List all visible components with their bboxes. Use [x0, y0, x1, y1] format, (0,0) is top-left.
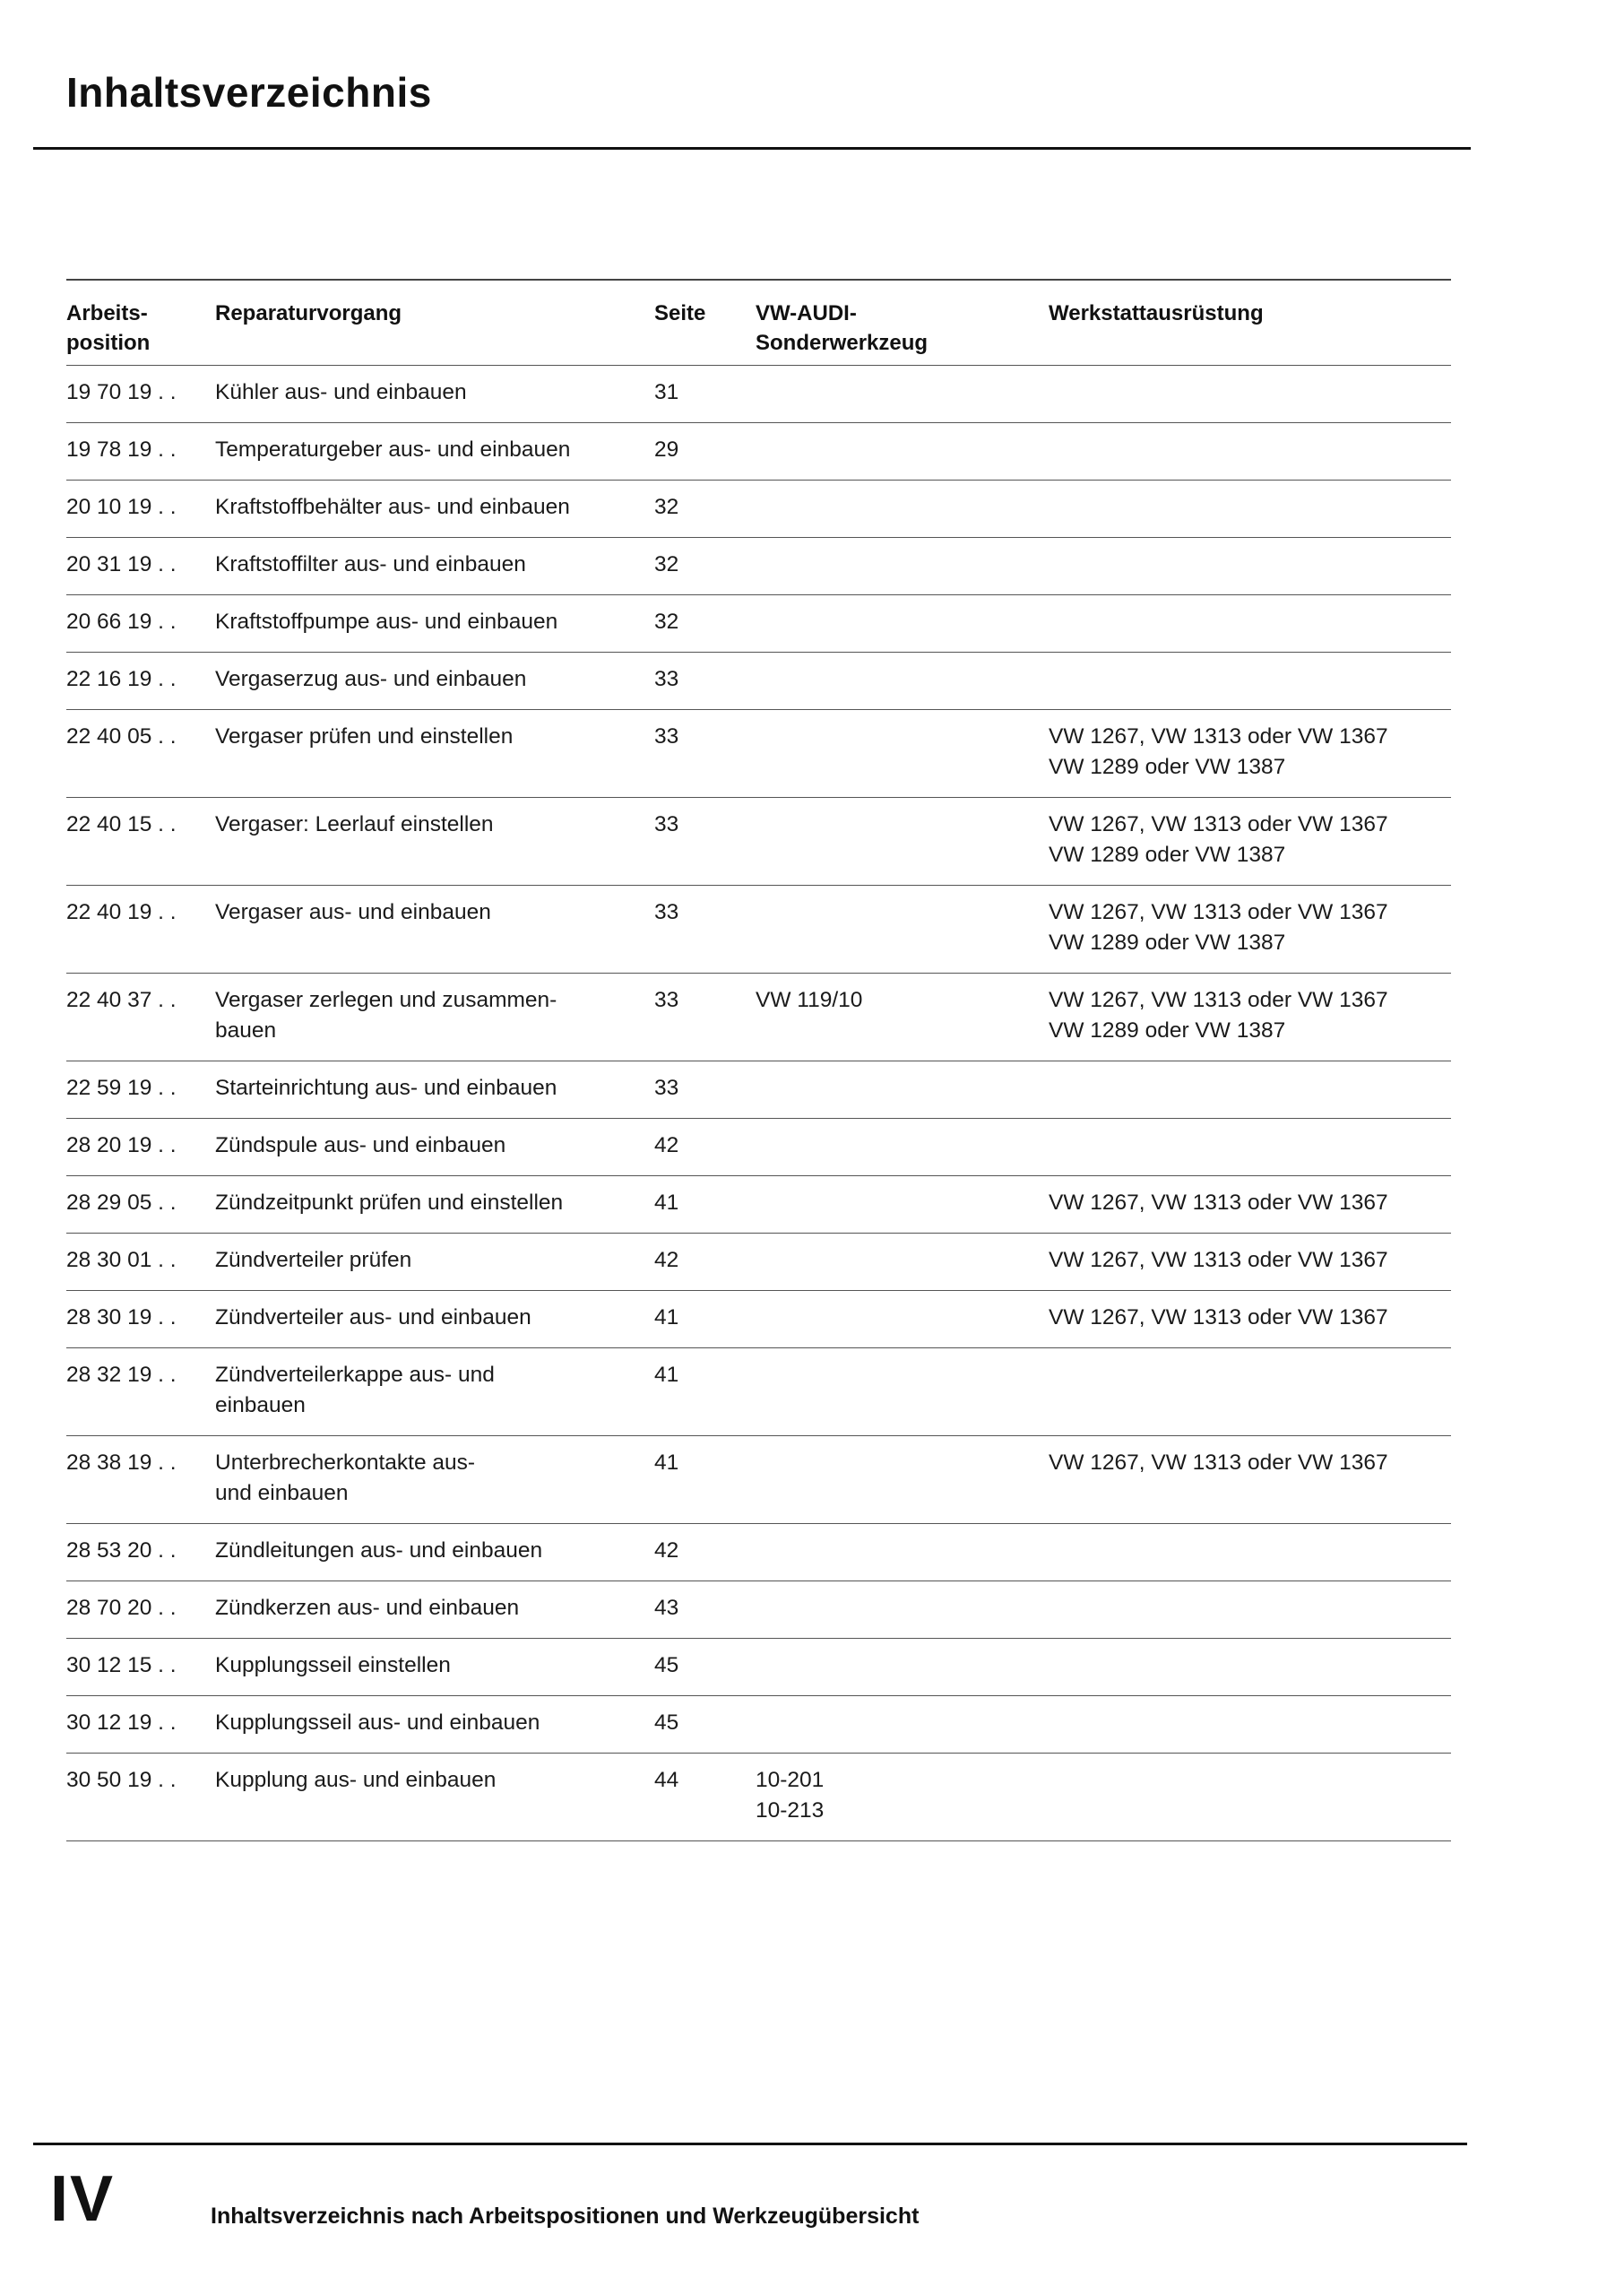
row-procedure: Kühler aus- und einbauen [215, 366, 654, 423]
row-special-tool [756, 1234, 1049, 1291]
table-row [66, 1754, 1451, 1841]
row-special-tool [756, 538, 1049, 595]
table-row [66, 595, 1451, 653]
title-rule [33, 147, 1471, 150]
row-position: 20 66 19 . . [66, 595, 215, 653]
row-position: 28 30 01 . . [66, 1234, 215, 1291]
table-row [66, 1291, 1451, 1348]
table-row [66, 886, 1451, 974]
row-page: 41 [654, 1348, 756, 1436]
row-position: 28 29 05 . . [66, 1176, 215, 1234]
row-page: 32 [654, 481, 756, 538]
table-row [66, 974, 1451, 1061]
table-row [66, 423, 1451, 481]
row-position: 20 31 19 . . [66, 538, 215, 595]
table-row [66, 538, 1451, 595]
row-workshop-equipment [1049, 1696, 1451, 1754]
row-special-tool [756, 1639, 1049, 1696]
row-special-tool [756, 886, 1049, 974]
row-page: 33 [654, 974, 756, 1061]
row-position: 28 20 19 . . [66, 1119, 215, 1176]
row-special-tool [756, 423, 1049, 481]
row-workshop-equipment [1049, 1639, 1451, 1696]
table-row [66, 1234, 1451, 1291]
row-procedure: Unterbrecherkontakte aus- und einbauen [215, 1436, 654, 1524]
row-special-tool [756, 595, 1049, 653]
row-workshop-equipment [1049, 1061, 1451, 1119]
row-page: 42 [654, 1119, 756, 1176]
row-page: 42 [654, 1234, 756, 1291]
table-row [66, 1581, 1451, 1639]
table-row [66, 1436, 1451, 1524]
row-procedure: Vergaser: Leerlauf einstellen [215, 798, 654, 886]
row-workshop-equipment [1049, 1581, 1451, 1639]
table-row [66, 481, 1451, 538]
table-row [66, 1061, 1451, 1119]
row-position: 22 40 19 . . [66, 886, 215, 974]
toc-table [66, 279, 1451, 1841]
row-procedure: Kraftstoffilter aus- und einbauen [215, 538, 654, 595]
row-workshop-equipment [1049, 1348, 1451, 1436]
page-number: IV [50, 2163, 116, 2235]
table-row [66, 1119, 1451, 1176]
row-workshop-equipment: VW 1267, VW 1313 oder VW 1367 [1049, 1176, 1451, 1234]
table-header-row [66, 280, 1451, 366]
row-workshop-equipment [1049, 595, 1451, 653]
row-position: 22 16 19 . . [66, 653, 215, 710]
row-position: 20 10 19 . . [66, 481, 215, 538]
row-procedure: Zündverteiler prüfen [215, 1234, 654, 1291]
row-workshop-equipment: VW 1267, VW 1313 oder VW 1367 VW 1289 oder VW 1387 [1049, 974, 1451, 1061]
row-procedure: Zündverteiler aus- und einbauen [215, 1291, 654, 1348]
row-workshop-equipment [1049, 481, 1451, 538]
row-special-tool [756, 366, 1049, 423]
row-special-tool [756, 653, 1049, 710]
row-page: 33 [654, 653, 756, 710]
row-page: 42 [654, 1524, 756, 1581]
row-page: 45 [654, 1696, 756, 1754]
row-page: 41 [654, 1291, 756, 1348]
row-procedure: Vergaser prüfen und einstellen [215, 710, 654, 798]
row-procedure: Vergaserzug aus- und einbauen [215, 653, 654, 710]
row-procedure: Vergaser zerlegen und zusammen- bauen [215, 974, 654, 1061]
row-workshop-equipment [1049, 653, 1451, 710]
row-procedure: Zündkerzen aus- und einbauen [215, 1581, 654, 1639]
row-procedure: Vergaser aus- und einbauen [215, 886, 654, 974]
row-procedure: Zündleitungen aus- und einbauen [215, 1524, 654, 1581]
row-page: 33 [654, 1061, 756, 1119]
row-workshop-equipment [1049, 538, 1451, 595]
row-workshop-equipment: VW 1267, VW 1313 oder VW 1367 VW 1289 oder VW 1387 [1049, 710, 1451, 798]
row-workshop-equipment [1049, 1524, 1451, 1581]
row-procedure: Kraftstoffpumpe aus- und einbauen [215, 595, 654, 653]
row-position: 28 53 20 . . [66, 1524, 215, 1581]
row-page: 33 [654, 886, 756, 974]
table-row [66, 1639, 1451, 1696]
row-special-tool [756, 1176, 1049, 1234]
row-page: 33 [654, 710, 756, 798]
row-workshop-equipment [1049, 423, 1451, 481]
table-row [66, 798, 1451, 886]
header-workshop-equipment: Werkstattausrüstung [1049, 280, 1451, 366]
row-special-tool: 10-201 10-213 [756, 1754, 1049, 1841]
row-procedure: Kraftstoffbehälter aus- und einbauen [215, 481, 654, 538]
row-workshop-equipment [1049, 366, 1451, 423]
footer-caption: Inhaltsverzeichnis nach Arbeitspositionen und Werkzeugübersicht [211, 2204, 920, 2229]
footer-rule [33, 2143, 1467, 2145]
row-procedure: Kupplung aus- und einbauen [215, 1754, 654, 1841]
row-workshop-equipment [1049, 1119, 1451, 1176]
header-procedure: Reparaturvorgang [215, 280, 654, 366]
row-workshop-equipment: VW 1267, VW 1313 oder VW 1367 [1049, 1291, 1451, 1348]
row-position: 28 30 19 . . [66, 1291, 215, 1348]
row-workshop-equipment: VW 1267, VW 1313 oder VW 1367 VW 1289 oder VW 1387 [1049, 798, 1451, 886]
row-page: 45 [654, 1639, 756, 1696]
row-position: 30 12 15 . . [66, 1639, 215, 1696]
row-special-tool [756, 1291, 1049, 1348]
row-procedure: Zündzeitpunkt prüfen und einstellen [215, 1176, 654, 1234]
row-page: 32 [654, 538, 756, 595]
row-special-tool [756, 1696, 1049, 1754]
row-position: 22 40 05 . . [66, 710, 215, 798]
row-procedure: Zündverteilerkappe aus- und einbauen [215, 1348, 654, 1436]
page-title: Inhaltsverzeichnis [66, 69, 432, 116]
row-page: 32 [654, 595, 756, 653]
row-procedure: Starteinrichtung aus- und einbauen [215, 1061, 654, 1119]
row-procedure: Temperaturgeber aus- und einbauen [215, 423, 654, 481]
row-special-tool [756, 1524, 1049, 1581]
row-workshop-equipment: VW 1267, VW 1313 oder VW 1367 VW 1289 oder VW 1387 [1049, 886, 1451, 974]
row-workshop-equipment: VW 1267, VW 1313 oder VW 1367 [1049, 1436, 1451, 1524]
row-special-tool [756, 1348, 1049, 1436]
row-page: 29 [654, 423, 756, 481]
header-special-tool: VW-AUDI- Sonderwerkzeug [756, 280, 1049, 366]
row-special-tool [756, 1581, 1049, 1639]
row-position: 28 70 20 . . [66, 1581, 215, 1639]
row-position: 22 59 19 . . [66, 1061, 215, 1119]
row-position: 28 38 19 . . [66, 1436, 215, 1524]
row-page: 31 [654, 366, 756, 423]
row-page: 41 [654, 1436, 756, 1524]
row-special-tool [756, 481, 1049, 538]
row-special-tool [756, 798, 1049, 886]
header-page: Seite [654, 280, 756, 366]
row-special-tool [756, 1119, 1049, 1176]
row-page: 43 [654, 1581, 756, 1639]
header-position: Arbeits- position [66, 280, 215, 366]
row-special-tool [756, 1061, 1049, 1119]
row-procedure: Kupplungsseil aus- und einbauen [215, 1696, 654, 1754]
table-row [66, 1348, 1451, 1436]
row-workshop-equipment [1049, 1754, 1451, 1841]
row-position: 28 32 19 . . [66, 1348, 215, 1436]
row-page: 41 [654, 1176, 756, 1234]
row-page: 44 [654, 1754, 756, 1841]
row-special-tool [756, 1436, 1049, 1524]
row-position: 19 70 19 . . [66, 366, 215, 423]
row-special-tool: VW 119/10 [756, 974, 1049, 1061]
table-row [66, 710, 1451, 798]
table-row [66, 1696, 1451, 1754]
row-position: 30 50 19 . . [66, 1754, 215, 1841]
row-position: 22 40 15 . . [66, 798, 215, 886]
row-position: 19 78 19 . . [66, 423, 215, 481]
row-position: 22 40 37 . . [66, 974, 215, 1061]
row-special-tool [756, 710, 1049, 798]
table-row [66, 366, 1451, 423]
row-procedure: Zündspule aus- und einbauen [215, 1119, 654, 1176]
row-procedure: Kupplungsseil einstellen [215, 1639, 654, 1696]
row-position: 30 12 19 . . [66, 1696, 215, 1754]
table-row [66, 1176, 1451, 1234]
table-row [66, 1524, 1451, 1581]
table-body [66, 366, 1451, 1841]
table-row [66, 653, 1451, 710]
row-workshop-equipment: VW 1267, VW 1313 oder VW 1367 [1049, 1234, 1451, 1291]
row-page: 33 [654, 798, 756, 886]
